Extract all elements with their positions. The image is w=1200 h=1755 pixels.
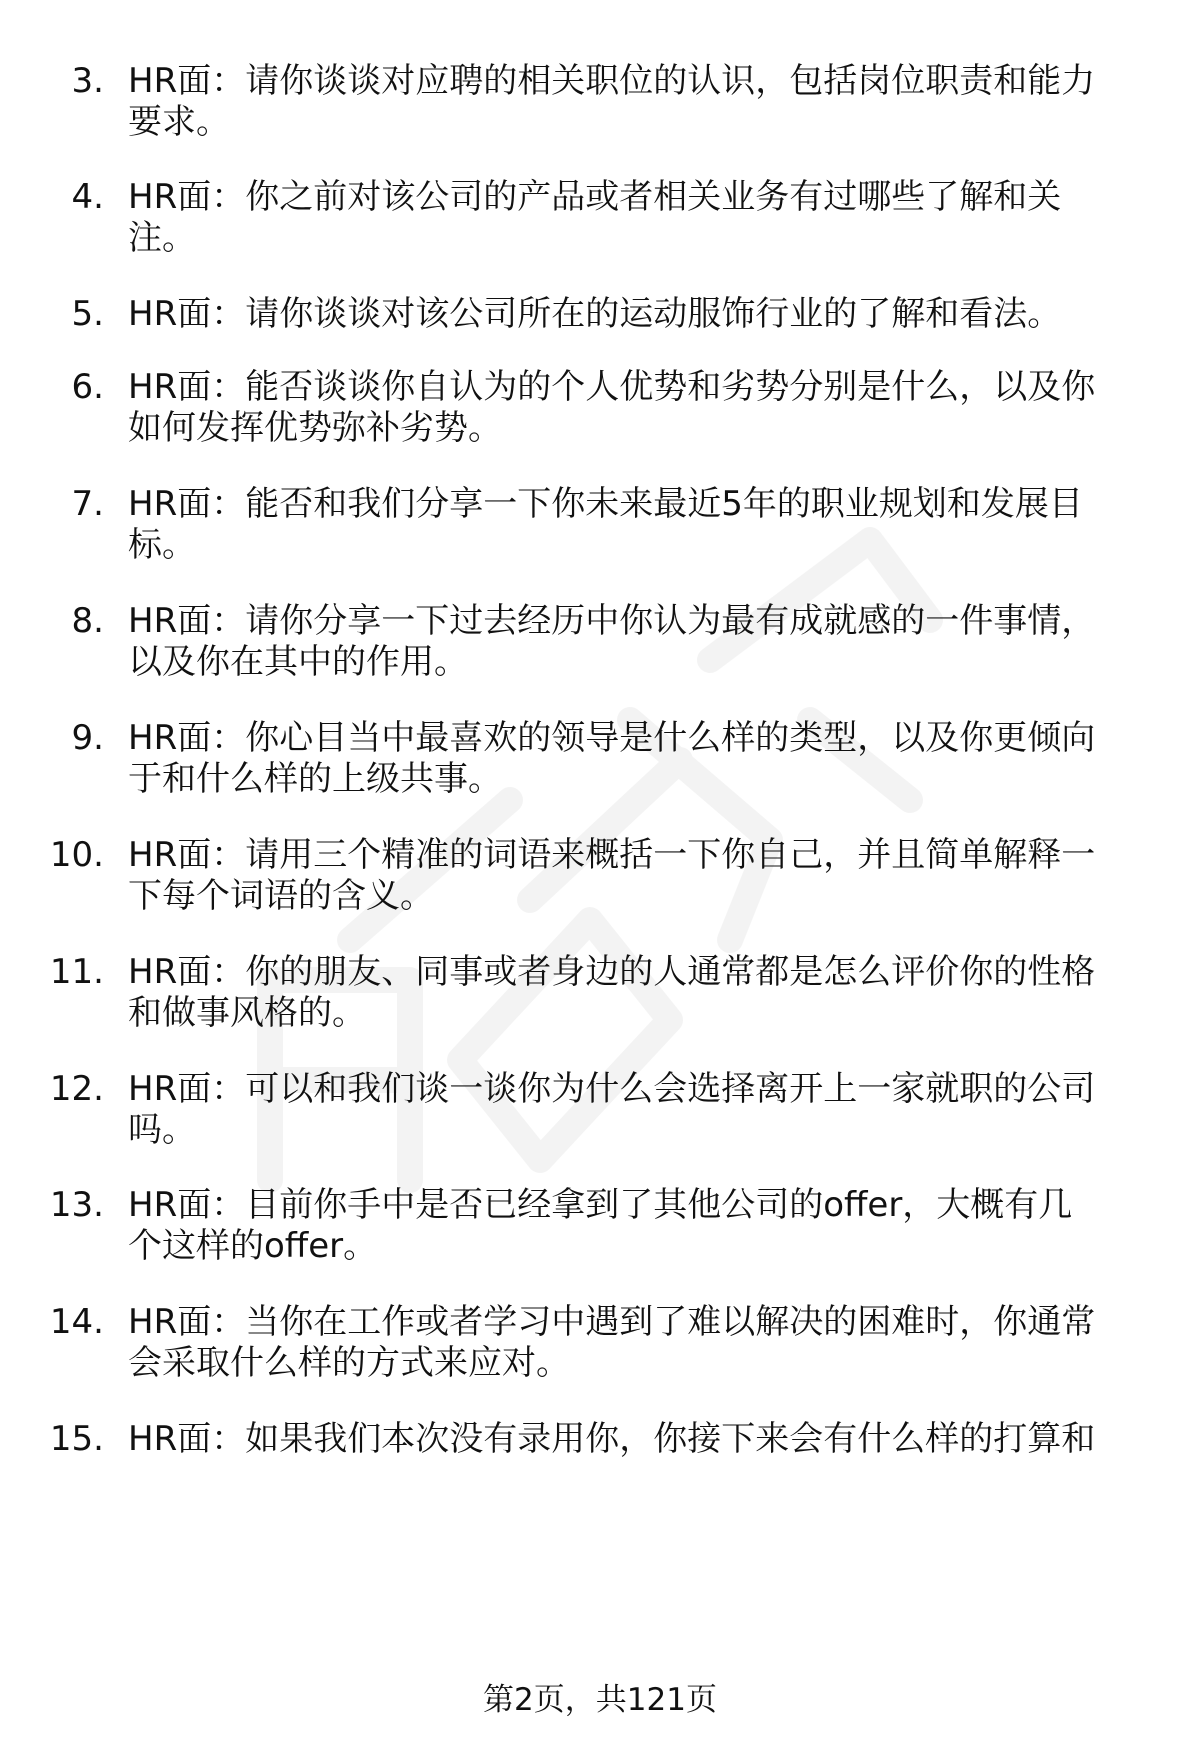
item-number: 12. — [49, 1069, 104, 1109]
item-number: 3. — [71, 61, 104, 101]
item-text: HR面：目前你手中是否已经拿到了其他公司的offer，大概有几 — [128, 1185, 1073, 1225]
item-text: HR面：能否谈谈你自认为的个人优势和劣势分别是什么，以及你 — [128, 367, 1096, 407]
item-text: HR面：可以和我们谈一谈你为什么会选择离开上一家就职的公司 — [128, 1069, 1096, 1109]
item-text: 会采取什么样的方式来应对。 — [128, 1343, 570, 1383]
item-number: 13. — [49, 1185, 104, 1225]
item-text: 以及你在其中的作用。 — [128, 642, 468, 682]
item-text: HR面：请你谈谈对应聘的相关职位的认识，包括岗位职责和能力 — [128, 61, 1096, 101]
item-text: HR面：能否和我们分享一下你未来最近5年的职业规划和发展目 — [128, 484, 1083, 524]
item-text: HR面：你心目当中最喜欢的领导是什么样的类型，以及你更倾向 — [128, 718, 1096, 758]
item-number: 14. — [49, 1302, 104, 1342]
item-text: 和做事风格的。 — [128, 993, 366, 1033]
item-number: 5. — [71, 294, 104, 334]
item-number: 9. — [71, 718, 104, 758]
item-number: 6. — [71, 367, 104, 407]
item-text: 标。 — [128, 525, 196, 565]
item-number: 10. — [49, 835, 104, 875]
item-text: HR面：请你谈谈对该公司所在的运动服饰行业的了解和看法。 — [128, 294, 1062, 334]
item-text: HR面：请你分享一下过去经历中你认为最有成就感的一件事情， — [128, 601, 1096, 641]
item-text: 个这样的offer。 — [128, 1226, 378, 1266]
item-text: HR面：如果我们本次没有录用你，你接下来会有什么样的打算和 — [128, 1419, 1096, 1459]
item-text: HR面：当你在工作或者学习中遇到了难以解决的困难时，你通常 — [128, 1302, 1096, 1342]
item-text: 要求。 — [128, 102, 230, 142]
item-text: 下每个词语的含义。 — [128, 876, 434, 916]
page-footer: 第2页，共121页 — [483, 1682, 717, 1718]
item-number: 11. — [49, 952, 104, 992]
item-text: HR面：你之前对该公司的产品或者相关业务有过哪些了解和关 — [128, 177, 1062, 217]
item-text: 如何发挥优势弥补劣势。 — [128, 408, 502, 448]
item-text: HR面：你的朋友、同事或者身边的人通常都是怎么评价你的性格 — [128, 952, 1096, 992]
item-text: 吗。 — [128, 1110, 196, 1150]
item-number: 7. — [71, 484, 104, 524]
item-number: 8. — [71, 601, 104, 641]
item-number: 4. — [71, 177, 104, 217]
item-text: 注。 — [128, 218, 196, 258]
item-number: 15. — [49, 1419, 104, 1459]
item-text: HR面：请用三个精准的词语来概括一下你自己，并且简单解释一 — [128, 835, 1096, 875]
item-text: 于和什么样的上级共事。 — [128, 759, 502, 799]
